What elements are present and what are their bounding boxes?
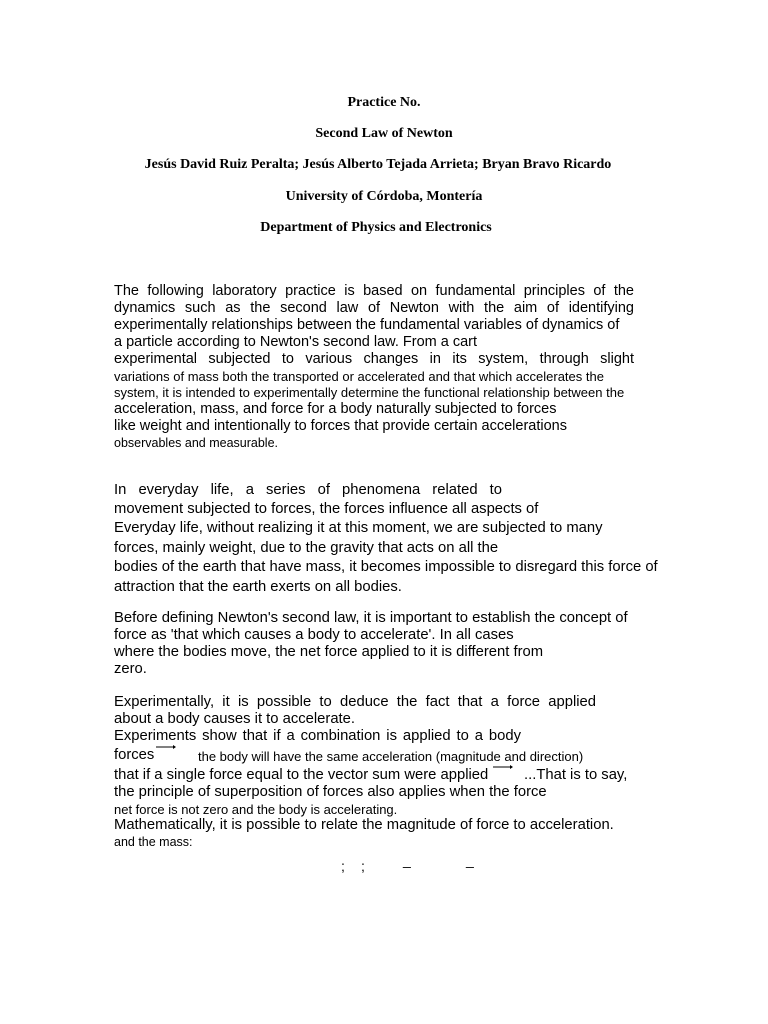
vector-arrow-icon xyxy=(156,744,176,750)
text-line: like weight and intentionally to forces that provide certain accelerations xyxy=(114,418,567,434)
fraction-bar: _ xyxy=(466,852,474,868)
text-line: Before defining Newton's second law, it is important to establish the concept of xyxy=(114,610,628,626)
text-line: In everyday life, a series of phenomena related to xyxy=(114,482,502,498)
text-line: the body will have the same acceleration (magnitude and direction) xyxy=(198,749,584,764)
text-line: a particle according to Newton's second law. From a cart xyxy=(114,334,478,350)
text-line: acceleration, mass, and force for a body naturally subjected to forces xyxy=(114,401,557,417)
text-line: Experiments show that if a combination is applied to a body xyxy=(114,728,521,744)
text-line: attraction that the earth exerts on all bodies. xyxy=(114,579,402,595)
text-line: experimentally relationships between the fundamental variables of dynamics of xyxy=(114,317,620,333)
text-line: ...That is to say, xyxy=(524,767,628,783)
text-line: variations of mass both the transported or accelerated and that which accelerates the xyxy=(114,369,604,384)
text-line: net force is not zero and the body is accelerating. xyxy=(114,802,398,817)
text-line: the principle of superposition of forces also applies when the force xyxy=(114,784,547,800)
text-line: that if a single force equal to the vector sum were applied xyxy=(114,767,489,783)
department: Department of Physics and Electronics xyxy=(260,220,492,235)
text-line: forces xyxy=(114,747,155,763)
text-line: observables and measurable. xyxy=(114,436,278,450)
practice-number: Practice No. xyxy=(347,95,421,110)
university: University of Córdoba, Montería xyxy=(285,189,483,204)
text-line: Mathematically, it is possible to relate the magnitude of force to acceleration. xyxy=(114,817,614,833)
text-line: zero. xyxy=(114,661,147,677)
formula-separator: ; xyxy=(341,858,345,874)
text-line: force as 'that which causes a body to accelerate'. In all cases xyxy=(114,627,514,643)
authors: Jesús David Ruiz Peralta; Jesús Alberto Tejada Arrieta; Bryan Bravo Ricardo xyxy=(144,157,612,172)
text-line: experimental subjected to various changes in its system, through slight xyxy=(114,351,634,367)
document-title: Second Law of Newton xyxy=(315,126,453,141)
text-line: and the mass: xyxy=(114,835,193,849)
text-line: The following laboratory practice is based on fundamental principles of the xyxy=(114,283,634,299)
text-line: about a body causes it to accelerate. xyxy=(114,711,356,727)
formula-separator: ; xyxy=(361,858,365,874)
text-line: bodies of the earth that have mass, it becomes impossible to disregard this force of xyxy=(114,559,658,575)
vector-arrow-icon xyxy=(493,764,513,770)
text-line: dynamics such as the second law of Newton with the aim of identifying xyxy=(114,300,634,316)
text-line: where the bodies move, the net force applied to it is different from xyxy=(114,644,544,660)
fraction-bar: _ xyxy=(403,852,411,868)
text-line: forces, mainly weight, due to the gravity that acts on all the xyxy=(114,540,499,556)
text-line: Experimentally, it is possible to deduce the fact that a force applied xyxy=(114,694,596,710)
text-line: movement subjected to forces, the forces influence all aspects of xyxy=(114,501,539,517)
text-line: system, it is intended to experimentally determine the functional relationship between the xyxy=(114,385,625,400)
text-line: Everyday life, without realizing it at this moment, we are subjected to many xyxy=(114,520,603,536)
